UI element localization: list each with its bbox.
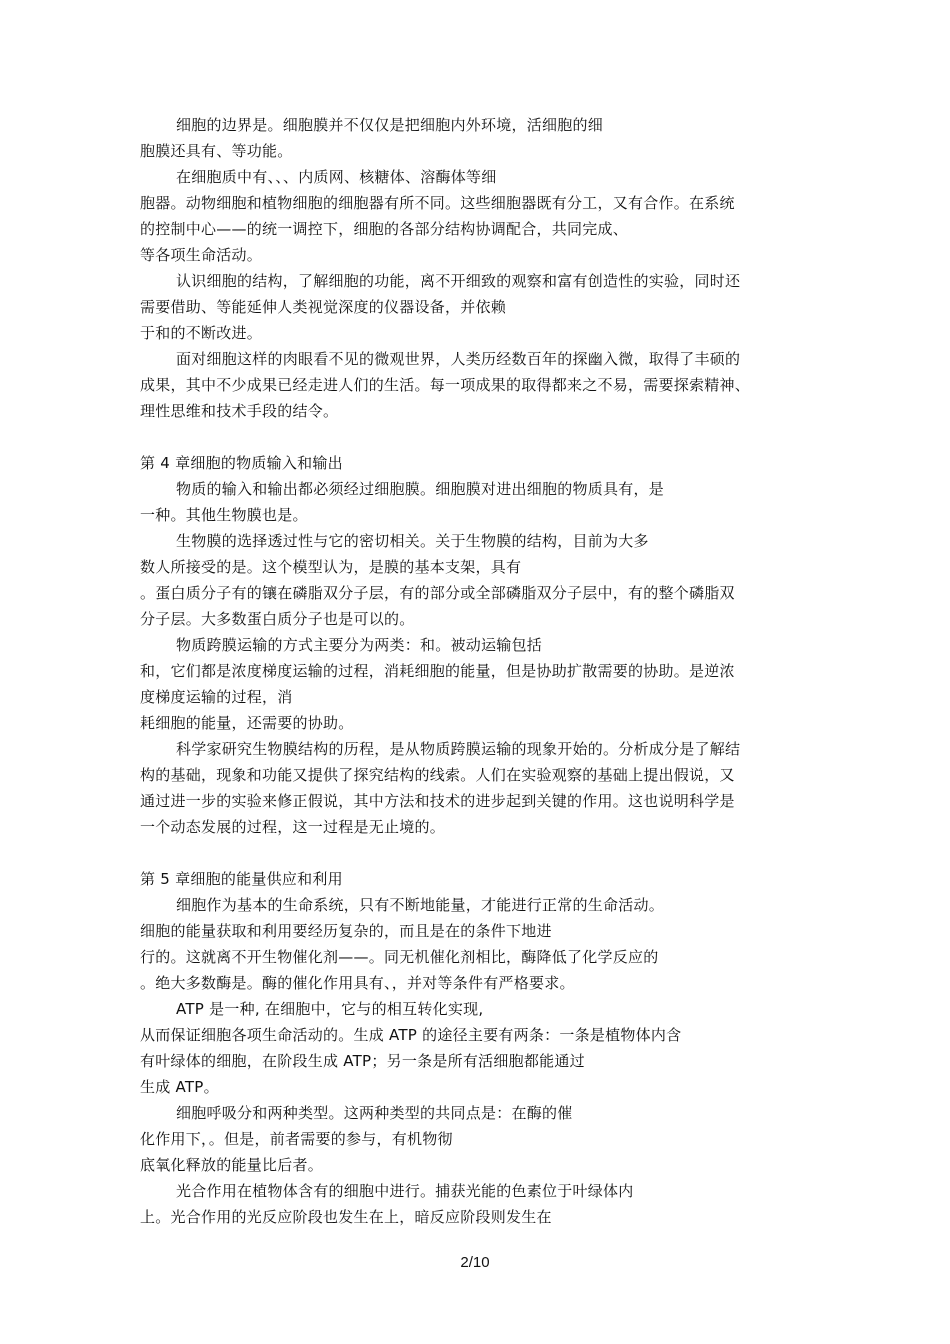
text-line: 光合作用在植物体含有的细胞中进行。捕获光能的色素位于叶绿体内	[176, 1182, 634, 1200]
text-line: 。蛋白质分子有的镶在磷脂双分子层，有的部分或全部磷脂双分子层中，有的整个磷脂双	[140, 584, 735, 602]
document-body	[140, 112, 820, 1230]
text-line: ATP 是一种, 在细胞中，它与的相互转化实现,	[176, 1000, 484, 1018]
blank-line	[140, 424, 820, 450]
text-line: 细胞的边界是。细胞膜并不仅仅是把细胞内外环境，活细胞的细	[176, 116, 604, 134]
text-line: 认识细胞的结构，了解细胞的功能，离不开细致的观察和富有创造性的实验，同时还	[176, 272, 741, 290]
text-line: 科学家研究生物膜结构的历程，是从物质跨膜运输的现象开始的。分析成分是了解结	[176, 740, 741, 758]
blank-line	[140, 840, 820, 866]
text-line: 细胞作为基本的生命系统，只有不断地能量，才能进行正常的生命活动。	[176, 896, 665, 914]
text-line: 细胞呼吸分和两种类型。这两种类型的共同点是：在酶的催	[176, 1104, 573, 1122]
text-line: 的控制中心——的统一调控下，细胞的各部分结构协调配合，共同完成、	[140, 220, 629, 238]
text-line: 数人所接受的是。这个模型认为，是膜的基本支架，具有	[140, 558, 522, 576]
text-line: 一种。其他生物膜也是。	[140, 506, 308, 524]
text-line: 分子层。大多数蛋白质分子也是可以的。	[140, 610, 415, 628]
text-line: 生物膜的选择透过性与它的密切相关。关于生物膜的结构，目前为大多	[176, 532, 649, 550]
text-line: 于和的不断改进。	[140, 324, 263, 342]
text-line: 有叶绿体的细胞，在阶段生成 ATP；另一条是所有活细胞都能通过	[140, 1052, 585, 1070]
text-line: 底氧化释放的能量比后者。	[140, 1156, 324, 1174]
text-line: 面对细胞这样的肉眼看不见的微观世界，人类历经数百年的探幽入微，取得了丰硕的	[176, 350, 741, 368]
text-line: 和，它们都是浓度梯度运输的过程，消耗细胞的能量，但是协助扩散需要的协助。是逆浓	[140, 662, 735, 680]
text-line: 构的基础，现象和功能又提供了探究结构的线索。人们在实验观察的基础上提出假说，又	[140, 766, 735, 784]
chapter-heading: 第 4 章细胞的物质输入和输出	[140, 454, 343, 472]
text-line: 细胞的能量获取和利用要经历复杂的，而且是在的条件下地进	[140, 922, 552, 940]
text-line: 胞器。动物细胞和植物细胞的细胞器有所不同。这些细胞器既有分工，又有合作。在系统	[140, 194, 735, 212]
text-line: 等各项生命活动。	[140, 246, 263, 264]
text-line: 度梯度运输的过程，消	[140, 688, 293, 706]
text-line: 生成 ATP。	[140, 1078, 219, 1096]
text-line: 通过进一步的实验来修正假说，其中方法和技术的进步起到关键的作用。这也说明科学是	[140, 792, 735, 810]
text-line: 胞膜还具有、等功能。	[140, 142, 293, 160]
text-line: 。绝大多数酶是。酶的催化作用具有、，并对等条件有严格要求。	[140, 974, 575, 992]
text-line: 在细胞质中有、、、内质网、核糖体、溶酶体等细	[176, 168, 497, 186]
text-line: 成果，其中不少成果已经走进人们的生活。每一项成果的取得都来之不易，需要探索精神、	[140, 376, 751, 394]
text-line: 需要借助、等能延伸人类视觉深度的仪器设备，并依赖	[140, 298, 507, 316]
text-line: 耗细胞的能量，还需要的协助。	[140, 714, 354, 732]
text-line: 理性思维和技术手段的结令。	[140, 402, 339, 420]
text-line: 从而保证细胞各项生命活动的。生成 ATP 的途径主要有两条：一条是植物体内含	[140, 1026, 682, 1044]
text-line: 化作用下，。但是，前者需要的参与，有机物彻	[140, 1130, 453, 1148]
text-line: 一个动态发展的过程，这一过程是无止境的。	[140, 818, 446, 836]
text-line: 行的。这就离不开生物催化剂——。同无机催化剂相比，酶降低了化学反应的	[140, 948, 659, 966]
page-number: 2/10	[460, 1254, 490, 1271]
text-line: 物质的输入和输出都必须经过细胞膜。细胞膜对进出细胞的物质具有，是	[176, 480, 665, 498]
text-line: 物质跨膜运输的方式主要分为两类：和。被动运输包括	[176, 636, 543, 654]
chapter-heading: 第 5 章细胞的能量供应和利用	[140, 870, 343, 888]
text-line: 上。光合作用的光反应阶段也发生在上，暗反应阶段则发生在	[140, 1208, 552, 1226]
